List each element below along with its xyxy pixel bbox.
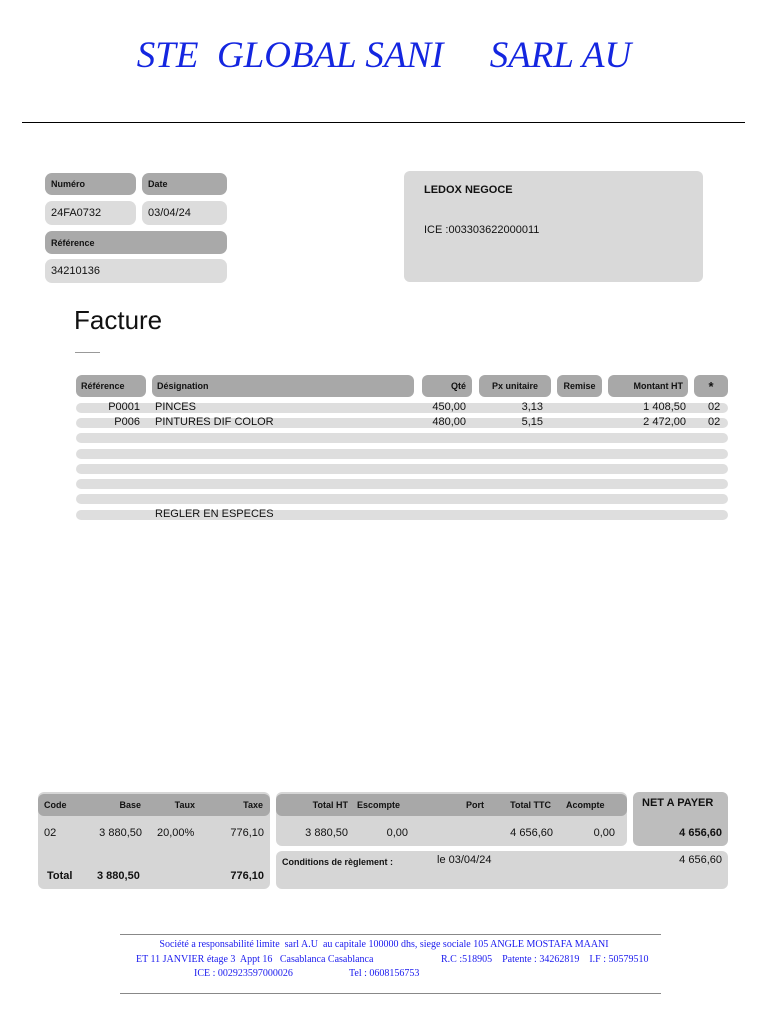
col-designation: Désignation (152, 375, 414, 397)
numero-label: Numéro (45, 173, 136, 195)
numero-value: 24FA0732 (45, 201, 136, 225)
row-band (76, 479, 728, 489)
conditions-label: Conditions de règlement : (282, 857, 394, 867)
row-1-qty: 450,00 (432, 401, 466, 413)
row-1-reference: P0001 (108, 401, 140, 413)
totals-col-ht: Total HT (312, 800, 348, 810)
tax-total-taxe: 776,10 (230, 870, 264, 882)
footer-rule-bottom (120, 993, 661, 994)
reference-label: Référence (45, 231, 227, 254)
row-2-tva: 02 (708, 416, 721, 428)
col-tva: * (694, 375, 728, 397)
footer-line-3b: Tel : 0608156753 (349, 968, 420, 979)
col-qty: Qté (422, 375, 472, 397)
row-2-reference: P006 (114, 416, 140, 428)
row-band (76, 433, 728, 443)
totals-col-port: Port (466, 800, 484, 810)
tax-taxe: 776,10 (230, 827, 264, 839)
header-rule (22, 122, 745, 123)
tax-col-base: Base (119, 800, 141, 810)
totals-col-ttc: Total TTC (510, 800, 551, 810)
footer-line-3a: ICE : 002923597000026 (194, 968, 293, 979)
reference-value: 34210136 (45, 259, 227, 283)
row-band (76, 464, 728, 474)
row-1-designation: PINCES (155, 401, 196, 413)
row-2-unit-price: 5,15 (521, 416, 543, 428)
net-value: 4 656,60 (679, 827, 722, 839)
tax-base: 3 880,50 (99, 827, 142, 839)
title-underline (75, 352, 100, 353)
net-label: NET A PAYER (642, 797, 714, 809)
footer-rule-top (120, 934, 661, 935)
row-1-montant: 1 408,50 (643, 401, 686, 413)
footer-line-2b: R.C :518905 Patente : 34262819 I.F : 50579510 (441, 954, 649, 965)
row-2-montant: 2 472,00 (643, 416, 686, 428)
footer-line-1: Société a responsabilité limite sarl A.U au capitale 100000 dhs, siege sociale 105 ANGLE MOSTAFA MAANI (159, 939, 609, 950)
totals-col-escompte: Escompte (357, 800, 401, 810)
footer-line-2a: ET 11 JANVIER étage 3 Appt 16 Casablanca Casablanca (136, 954, 374, 965)
client-name: LEDOX NEGOCE (424, 184, 513, 196)
tax-col-code: Code (44, 800, 67, 810)
date-value: 03/04/24 (142, 201, 227, 225)
col-unit-price: Px unitaire (479, 375, 551, 397)
row-2-designation: PINTURES DIF COLOR (155, 416, 274, 428)
col-montant: Montant HT (608, 375, 688, 397)
conditions-amount: 4 656,60 (679, 854, 722, 866)
row-1-tva: 02 (708, 401, 721, 413)
totals-ht-value: 3 880,50 (305, 827, 348, 839)
page-title: Facture (74, 305, 163, 335)
totals-acompte-value: 0,00 (593, 827, 615, 839)
col-remise: Remise (557, 375, 602, 397)
conditions-date: le 03/04/24 (437, 854, 492, 866)
col-reference: Référence (76, 375, 146, 397)
payment-note: REGLER EN ESPECES (155, 508, 274, 520)
tax-col-taux: Taux (174, 800, 195, 810)
totals-col-acompte: Acompte (566, 800, 605, 810)
row-band (76, 449, 728, 459)
client-ice: ICE :003303622000011 (424, 224, 540, 236)
totals-ttc-value: 4 656,60 (510, 827, 553, 839)
company-name: STE GLOBAL SANI SARL AU (136, 35, 632, 76)
tax-col-taxe: Taxe (243, 800, 263, 810)
tax-code: 02 (44, 827, 57, 839)
tax-taux: 20,00% (157, 827, 195, 839)
tax-total-label: Total (47, 870, 73, 882)
row-1-unit-price: 3,13 (521, 401, 543, 413)
row-2-qty: 480,00 (432, 416, 466, 428)
row-band (76, 494, 728, 504)
totals-escompte-value: 0,00 (386, 827, 408, 839)
date-label: Date (142, 173, 227, 195)
tax-total-base: 3 880,50 (97, 870, 140, 882)
